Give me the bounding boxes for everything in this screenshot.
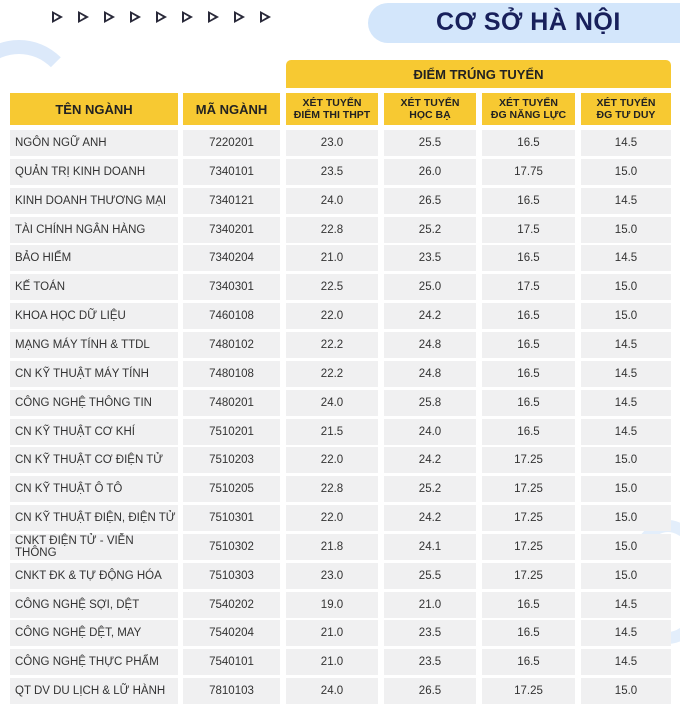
cell-score-nangluc: 17.25 [482,476,575,502]
cell-code: 7340121 [183,188,280,214]
cell-score-nangluc: 17.25 [482,534,575,560]
cell-score-nangluc: 17.25 [482,678,575,704]
cell-score-nangluc: 16.5 [482,303,575,329]
column-header-line: XÉT TUYỂN [400,97,460,109]
cell-score-tuduy: 15.0 [581,678,671,704]
cell-score-nangluc: 16.5 [482,592,575,618]
cell-score-hocba: 24.2 [384,303,476,329]
column-header-line: HỌC BẠ [409,109,451,121]
cell-score-tuduy: 15.0 [581,217,671,243]
cell-score-tuduy: 15.0 [581,534,671,560]
play-arrow-icon [260,11,271,23]
cell-name: QUẢN TRỊ KINH DOANH [10,159,178,185]
column-header-line: XÉT TUYỂN [499,97,558,109]
cell-score-tuduy: 14.5 [581,592,671,618]
cell-score-thpt: 24.0 [286,390,378,416]
cell-score-hocba: 25.5 [384,130,476,156]
cell-score-tuduy: 15.0 [581,447,671,473]
cell-name: KINH DOANH THƯƠNG MẠI [10,188,178,214]
cell-score-nangluc: 17.5 [482,217,575,243]
play-arrow-icon [130,11,141,23]
cell-name: BẢO HIỂM [10,245,178,271]
cell-code: 7510303 [183,563,280,589]
cell-score-tuduy: 14.5 [581,419,671,445]
cell-name: CÔNG NGHỆ DỆT, MAY [10,620,178,646]
cell-code: 7510302 [183,534,280,560]
cell-score-tuduy: 14.5 [581,390,671,416]
cell-score-nangluc: 17.25 [482,447,575,473]
cell-score-nangluc: 16.5 [482,130,575,156]
cell-name: CNKT ĐIỆN TỬ - VIỄN THÔNG [10,534,178,560]
cell-score-tuduy: 15.0 [581,274,671,300]
cell-code: 7810103 [183,678,280,704]
play-arrow-icon [208,11,219,23]
cell-score-hocba: 24.8 [384,332,476,358]
cell-score-thpt: 22.8 [286,217,378,243]
cell-score-thpt: 24.0 [286,678,378,704]
cell-score-nangluc: 16.5 [482,620,575,646]
column-header-line: ĐG NĂNG LỰC [490,109,567,121]
cell-name: CÔNG NGHỆ THỰC PHẨM [10,649,178,675]
column-header-line: ĐIỂM THI THPT [293,109,371,121]
score-group-header: ĐIỂM TRÚNG TUYỂN [286,60,671,88]
cell-score-hocba: 25.5 [384,563,476,589]
cell-score-thpt: 22.5 [286,274,378,300]
cell-name: CN KỸ THUẬT CƠ ĐIỆN TỬ [10,447,178,473]
cell-score-tuduy: 14.5 [581,649,671,675]
column-header-hocba [384,93,476,125]
column-header-line: ĐG TƯ DUY [596,109,656,121]
cell-score-nangluc: 16.5 [482,245,575,271]
cell-score-thpt: 23.0 [286,563,378,589]
cell-score-nangluc: 16.5 [482,332,575,358]
cell-name: KẾ TOÁN [10,274,178,300]
cell-score-tuduy: 14.5 [581,332,671,358]
column-header-nangluc [482,93,575,125]
cell-score-nangluc: 16.5 [482,419,575,445]
cell-name: TÀI CHÍNH NGÂN HÀNG [10,217,178,243]
cell-score-thpt: 24.0 [286,188,378,214]
cell-score-tuduy: 15.0 [581,303,671,329]
cell-score-thpt: 21.5 [286,419,378,445]
cell-score-thpt: 21.0 [286,245,378,271]
cell-name: CN KỸ THUẬT CƠ KHÍ [10,419,178,445]
cell-score-tuduy: 15.0 [581,563,671,589]
cell-score-thpt: 19.0 [286,592,378,618]
cell-score-tuduy: 15.0 [581,476,671,502]
cell-score-thpt: 22.2 [286,361,378,387]
cell-score-hocba: 25.0 [384,274,476,300]
cell-score-thpt: 22.0 [286,505,378,531]
page-title-banner [368,3,680,43]
cell-score-thpt: 21.8 [286,534,378,560]
cell-score-thpt: 22.0 [286,447,378,473]
cell-name: CN KỸ THUẬT MÁY TÍNH [10,361,178,387]
cell-score-thpt: 22.2 [286,332,378,358]
cell-score-thpt: 21.0 [286,620,378,646]
cell-code: 7510203 [183,447,280,473]
cell-code: 7510205 [183,476,280,502]
cell-score-hocba: 23.5 [384,245,476,271]
cell-name: CNKT ĐK & TỰ ĐỘNG HÓA [10,563,178,589]
cell-score-tuduy: 14.5 [581,130,671,156]
cell-score-tuduy: 14.5 [581,361,671,387]
cell-score-nangluc: 17.75 [482,159,575,185]
cell-score-hocba: 23.5 [384,649,476,675]
column-header-line: XÉT TUYỂN [302,97,362,109]
play-arrow-icon [52,11,63,23]
decorative-arrows [52,11,271,23]
play-arrow-icon [156,11,167,23]
cell-code: 7340204 [183,245,280,271]
cell-score-hocba: 26.5 [384,188,476,214]
cell-score-nangluc: 16.5 [482,649,575,675]
cell-code: 7540204 [183,620,280,646]
cell-code: 7340201 [183,217,280,243]
cell-code: 7510301 [183,505,280,531]
cell-code: 7340301 [183,274,280,300]
cell-score-hocba: 26.5 [384,678,476,704]
cell-code: 7480102 [183,332,280,358]
cell-score-nangluc: 17.5 [482,274,575,300]
cell-name: CN KỸ THUẬT ĐIỆN, ĐIỆN TỬ [10,505,178,531]
cell-code: 7460108 [183,303,280,329]
cell-score-hocba: 24.0 [384,419,476,445]
play-arrow-icon [234,11,245,23]
cell-score-hocba: 24.8 [384,361,476,387]
cell-score-hocba: 24.2 [384,447,476,473]
cell-score-hocba: 21.0 [384,592,476,618]
cell-code: 7220201 [183,130,280,156]
play-arrow-icon [182,11,193,23]
cell-score-thpt: 21.0 [286,649,378,675]
cell-score-tuduy: 15.0 [581,159,671,185]
column-header-thpt [286,93,378,125]
column-header-tuduy [581,93,671,125]
cell-score-tuduy: 14.5 [581,245,671,271]
cell-score-hocba: 24.1 [384,534,476,560]
cell-score-tuduy: 14.5 [581,188,671,214]
cell-code: 7540202 [183,592,280,618]
column-header-name: TÊN NGÀNH [10,93,178,125]
cell-score-thpt: 22.8 [286,476,378,502]
cell-score-tuduy: 15.0 [581,505,671,531]
cell-score-thpt: 23.0 [286,130,378,156]
cell-score-tuduy: 14.5 [581,620,671,646]
play-arrow-icon [78,11,89,23]
cell-code: 7480201 [183,390,280,416]
column-header-code: MÃ NGÀNH [183,93,280,125]
cell-score-nangluc: 16.5 [482,361,575,387]
cell-code: 7510201 [183,419,280,445]
column-header-line: XÉT TUYỂN [596,97,656,109]
cell-score-hocba: 25.2 [384,476,476,502]
cell-score-thpt: 23.5 [286,159,378,185]
cell-name: MẠNG MÁY TÍNH & TTDL [10,332,178,358]
cell-score-nangluc: 17.25 [482,563,575,589]
cell-score-nangluc: 17.25 [482,505,575,531]
cell-score-hocba: 25.8 [384,390,476,416]
cell-score-hocba: 25.2 [384,217,476,243]
cell-code: 7540101 [183,649,280,675]
cell-code: 7340101 [183,159,280,185]
page-title: CƠ SỞ HÀ NỘI [436,8,621,36]
cell-score-nangluc: 16.5 [482,390,575,416]
cell-score-nangluc: 16.5 [482,188,575,214]
cell-name: CÔNG NGHỆ SỢI, DỆT [10,592,178,618]
cell-score-thpt: 22.0 [286,303,378,329]
cell-name: NGÔN NGỮ ANH [10,130,178,156]
cell-score-hocba: 23.5 [384,620,476,646]
play-arrow-icon [104,11,115,23]
cell-score-hocba: 26.0 [384,159,476,185]
cell-code: 7480108 [183,361,280,387]
cell-name: CÔNG NGHỆ THÔNG TIN [10,390,178,416]
cell-name: KHOA HỌC DỮ LIỆU [10,303,178,329]
cell-score-hocba: 24.2 [384,505,476,531]
cell-name: QT DV DU LỊCH & LỮ HÀNH [10,678,178,704]
cell-name: CN KỸ THUẬT Ô TÔ [10,476,178,502]
